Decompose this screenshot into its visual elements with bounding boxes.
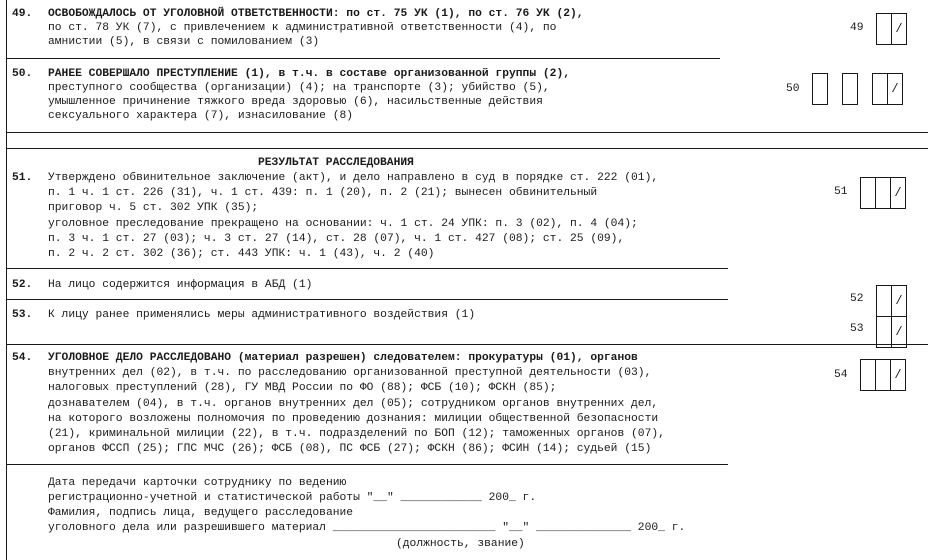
field-52-box-1[interactable] <box>876 285 892 317</box>
field-53-line-1: К лицу ранее применялись меры административного воздействия (1) <box>48 309 476 321</box>
footer-transfer-date-line-1: Дата передачи карточки сотруднику по ведению <box>48 477 347 489</box>
field-54-box-1[interactable] <box>860 359 876 391</box>
field-50-line-3: умышленное причинение тяжкого вреда здоровью (6), насильственные действия <box>48 96 543 108</box>
field-51-line-5: п. 3 ч. 1 ст. 27 (03); ч. 3 ст. 27 (14), ст. 28 (07), ч. 1 ст. 427 (08); ст. 25 (09), <box>48 233 625 245</box>
field-50-number: 50. <box>12 68 33 80</box>
field-54-line-3: налоговых преступлений (28), ГУ МВД России по ФО (88); ФСБ (10); ФСКН (85); <box>48 382 557 394</box>
result-section-title: РЕЗУЛЬТАТ РАССЛЕДОВАНИЯ <box>258 157 414 169</box>
field-51-divider <box>6 268 728 269</box>
field-50-box-2[interactable] <box>842 73 858 105</box>
field-52-checkboxes <box>876 285 907 317</box>
field-51-checkboxes <box>860 177 906 209</box>
field-52-line-1: На лицо содержится информация в АБД (1) <box>48 279 313 291</box>
field-49-checkboxes <box>876 13 907 45</box>
field-53-divider <box>6 344 928 345</box>
field-49-divider <box>6 58 720 59</box>
slash-mark: / <box>894 186 902 200</box>
field-49-line-3: амнистии (5), в связи с помилованием (3) <box>48 36 320 48</box>
field-53-number: 53. <box>12 309 33 321</box>
footer-left-border <box>6 464 7 560</box>
slash-mark: / <box>891 82 899 96</box>
field-51-line-1: Утверждено обвинительное заключение (акт), и дело направлено в суд в порядке ст. 222 (01), <box>48 172 659 184</box>
footer-position-caption: (должность, звание) <box>396 538 525 550</box>
field-49-box-2[interactable] <box>891 13 907 45</box>
slash-mark: / <box>895 325 903 339</box>
field-50-box-1[interactable] <box>812 73 828 105</box>
footer-transfer-date-line-2: регистрационно-учетной и статистической работы "__" ____________ 200_ г. <box>48 492 537 504</box>
field-49-number: 49. <box>12 8 33 20</box>
field-51-line-6: п. 2 ч. 2 ст. 302 (36); ст. 443 УПК: ч. 1 (43), ч. 2 (40) <box>48 248 435 260</box>
field-51-line-3: приговор ч. 5 ст. 302 УПК (35); <box>48 202 259 214</box>
field-50-checkboxes <box>812 73 903 105</box>
field-49-box-1[interactable] <box>876 13 892 45</box>
field-50-divider-2 <box>6 148 928 149</box>
field-51-line-2: п. 1 ч. 1 ст. 226 (31), ч. 1 ст. 439: п. 1 (20), п. 2 (21); вынесен обвинительный <box>48 187 598 199</box>
field-49-line-1: ОСВОБОЖДАЛОСЬ ОТ УГОЛОВНОЙ ОТВЕТСТВЕННОСТИ: по ст. 75 УК (1), по ст. 76 УК (2), <box>48 8 584 20</box>
field-49-code-label: 49 <box>850 22 864 34</box>
field-50-line-2: преступного сообщества (организации) (4); на транспорте (3); убийство (5), <box>48 82 550 94</box>
slash-mark: / <box>895 22 903 36</box>
field-52-box-2[interactable] <box>891 285 907 317</box>
field-54-box-2[interactable] <box>875 359 891 391</box>
field-52-divider <box>6 299 728 300</box>
field-51-box-3[interactable] <box>890 177 906 209</box>
field-50-box-3[interactable] <box>872 73 888 105</box>
field-54-line-4: дознавателем (04), в т.ч. органов внутренних дел (05); сотрудником органов внутренних дел, <box>48 398 659 410</box>
field-54-line-6: (21), криминальной милиции (22), в т.ч. подразделений по БОП (12); таможенных органов (07), <box>48 428 665 440</box>
field-52-number: 52. <box>12 279 33 291</box>
field-54-line-1: УГОЛОВНОЕ ДЕЛО РАССЛЕДОВАНО (материал разрешен) следователем: прокуратуры (01), органов <box>48 352 638 364</box>
field-50-divider-1 <box>6 132 928 133</box>
field-54-box-3[interactable] <box>890 359 906 391</box>
field-54-line-2: внутренних дел (02), в т.ч. по расследованию организованной преступной деятельности (03), <box>48 367 652 379</box>
field-51-code-label: 51 <box>834 186 848 198</box>
field-54-code-label: 54 <box>834 369 848 381</box>
field-52-code-label: 52 <box>850 293 864 305</box>
field-54-checkboxes <box>860 359 906 391</box>
field-54-line-5: на которого возложены полномочия по проведению дознания: милиции общественной безопасности <box>48 413 659 425</box>
slash-mark: / <box>895 294 903 308</box>
field-50-box-4[interactable] <box>887 73 903 105</box>
field-51-number: 51. <box>12 172 33 184</box>
field-50-line-4: сексуального характера (7), изнасилование (8) <box>48 110 354 122</box>
field-51-box-2[interactable] <box>875 177 891 209</box>
footer-investigator-line-1: Фамилия, подпись лица, ведущего расследование <box>48 507 354 519</box>
field-54-line-7: органов ФССП (25); ГПС МЧС (26); ФСБ (08), ПС ФСБ (27); ФСКН (86); ФСИН (14); судьей (15) <box>48 443 652 455</box>
field-53-code-label: 53 <box>850 323 864 335</box>
field-50-line-1: РАНЕЕ СОВЕРШАЛО ПРЕСТУПЛЕНИЕ (1), в т.ч. в составе организованной группы (2), <box>48 68 571 80</box>
field-51-line-4: уголовное преследование прекращено на основании: ч. 1 ст. 24 УПК: п. 3 (02), п. 4 (04); <box>48 218 638 230</box>
field-49-line-2: по ст. 78 УК (7), с привлечением к административной ответственности (4), по <box>48 22 557 34</box>
field-54-divider <box>6 464 728 465</box>
slash-mark: / <box>894 368 902 382</box>
field-54-number: 54. <box>12 352 33 364</box>
footer-investigator-line-2: уголовного дела или разрешившего материал ________________________ "__" ______________ 200_ г. <box>48 522 686 534</box>
field-51-box-1[interactable] <box>860 177 876 209</box>
field-50-code-label: 50 <box>786 83 800 95</box>
